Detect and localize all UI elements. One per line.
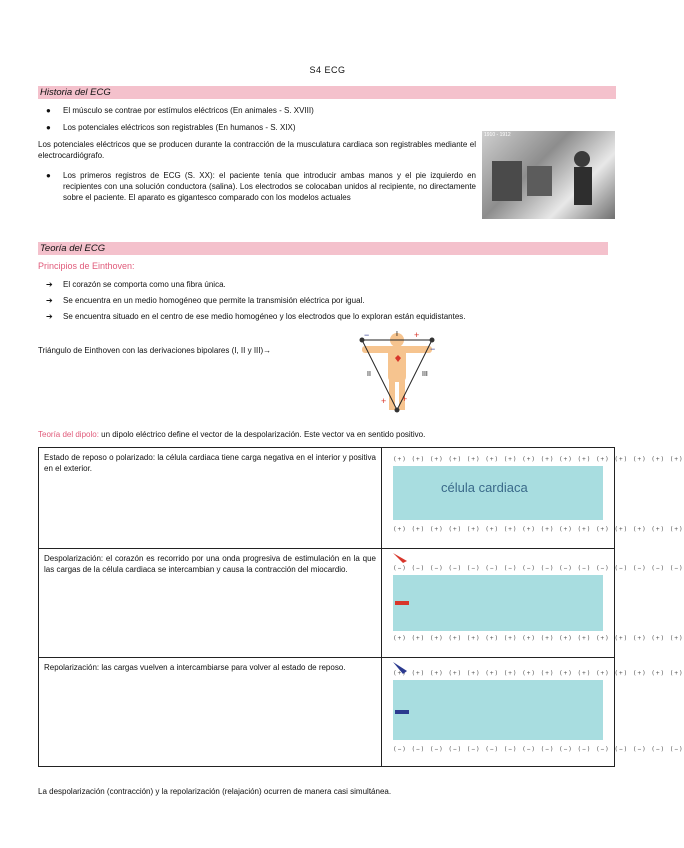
- depolarization-figure: (−) (−) (−) (−) (−) (−) (−) (−) (−) (−) (−) (−) (−) (−) (−) (−) (+) (+) (+) (+) (+) (+) (+) (+) (+) (+) (+) (+) (+) (+) (+) (+): [382, 549, 615, 658]
- list-item: ➔ Se encuentra situado en el centro de ese medio homogéneo y los electrodos que lo exploran están equidistantes.: [46, 312, 466, 321]
- principles-list: [38, 279, 598, 327]
- list-item: ● Los primeros registros de ECG (S. XX): el paciente tenía que introducir ambas manos y el pie izquierdo en recipientes con una solución conductora (salina). Los electrodos se colocaban unidos al recipiente, no directamente sobre el paciente. El aparato es gigantesco comparado con los modelos actuales: [46, 171, 476, 202]
- red-arrow-icon: [393, 553, 413, 565]
- minus-sign: −: [430, 344, 436, 354]
- dipole-states-table: [38, 447, 684, 767]
- list-item: ➔ El corazón se comporta como una fibra única.: [46, 280, 226, 289]
- repolarization-figure: (+) (+) (+) (+) (+) (+) (+) (+) (+) (+) (+) (+) (+) (+) (+) (+) (−) (−) (−) (−) (−) (−) (−) (−) (−) (−) (−) (−) (−) (−) (−) (−): [382, 658, 615, 767]
- lead-label-I: I: [396, 331, 398, 338]
- section-heading-historia: Historia del ECG: [38, 86, 616, 99]
- table-row: [39, 549, 615, 658]
- blue-arrow-icon: [393, 662, 413, 676]
- triangle-caption: Triángulo de Einthoven con las derivaciones bipolares (I, II y III)→: [38, 346, 272, 355]
- cell-body: [393, 680, 603, 740]
- historia-paragraph: Los potenciales eléctricos que se producen durante la contracción de la musculatura cardiaca son registrables mediante el electrocardiógrafo.: [38, 140, 476, 160]
- list-item: ● El músculo se contrae por estímulos eléctricos (En animales - S. XVIII): [46, 106, 314, 115]
- lead-label-III: III: [422, 371, 428, 378]
- historia-bullets: [38, 105, 478, 139]
- resting-cell-figure: (+) (+) (+) (+) (+) (+) (+) (+) (+) (+) (+) (+) (+) (+) (+) (+) célula cardiaca (+) (+) (+) (+) (+) (+) (+) (+) (+) (+) (+) (+) (+) (+) (+) (+): [382, 448, 615, 549]
- page-title: S4 ECG: [309, 65, 346, 75]
- table-row: [39, 658, 615, 767]
- minus-sign: −: [364, 330, 370, 340]
- section-heading-teoria: Teoría del ECG: [38, 242, 608, 255]
- dipolo-text: un dipolo eléctrico define el vector de la despolarización. Este vector va en sentido positivo.: [98, 430, 426, 439]
- cell-body: [393, 575, 603, 631]
- principles-title: Principios de Einthoven:: [38, 261, 135, 271]
- lead-label-II: II: [367, 371, 371, 378]
- table-cell-text: Despolarización: el corazón es recorrido por una onda progresiva de estimulación en la que las cargas de la célula cardiaca se intercambian y causa la contracción del miocardio.: [39, 549, 382, 658]
- historical-ecg-photo: 1910 - 1912: [482, 131, 615, 219]
- plus-sign: +: [414, 330, 420, 340]
- table-row: [39, 448, 615, 549]
- cell-label: célula cardiaca: [441, 480, 528, 495]
- footer-note: La despolarización (contracción) y la repolarización (relajación) ocurren de manera casi simultánea.: [38, 787, 392, 796]
- dipolo-title: Teoría del dipolo:: [38, 430, 99, 439]
- plus-sign: +: [402, 394, 408, 404]
- table-cell-text: Repolarización: las cargas vuelven a intercambiarse para volver al estado de reposo.: [39, 658, 382, 767]
- red-arrow-icon: [395, 599, 415, 607]
- list-item: ● Los potenciales eléctricos son registrables (En humanos - S. XIX): [46, 123, 296, 132]
- table-cell-text: Estado de reposo o polarizado: la célula cardiaca tiene carga negativa en el interior y positiva en el exterior.: [39, 448, 382, 549]
- plus-sign: +: [381, 396, 387, 406]
- blue-arrow-icon: [395, 708, 415, 716]
- dipolo-line: [38, 430, 628, 439]
- historia-bullet-3: [38, 170, 476, 209]
- list-item: ➔ Se encuentra en un medio homogéneo que permite la transmisión eléctrica por igual.: [46, 296, 365, 305]
- einthoven-triangle-diagram: [352, 326, 442, 418]
